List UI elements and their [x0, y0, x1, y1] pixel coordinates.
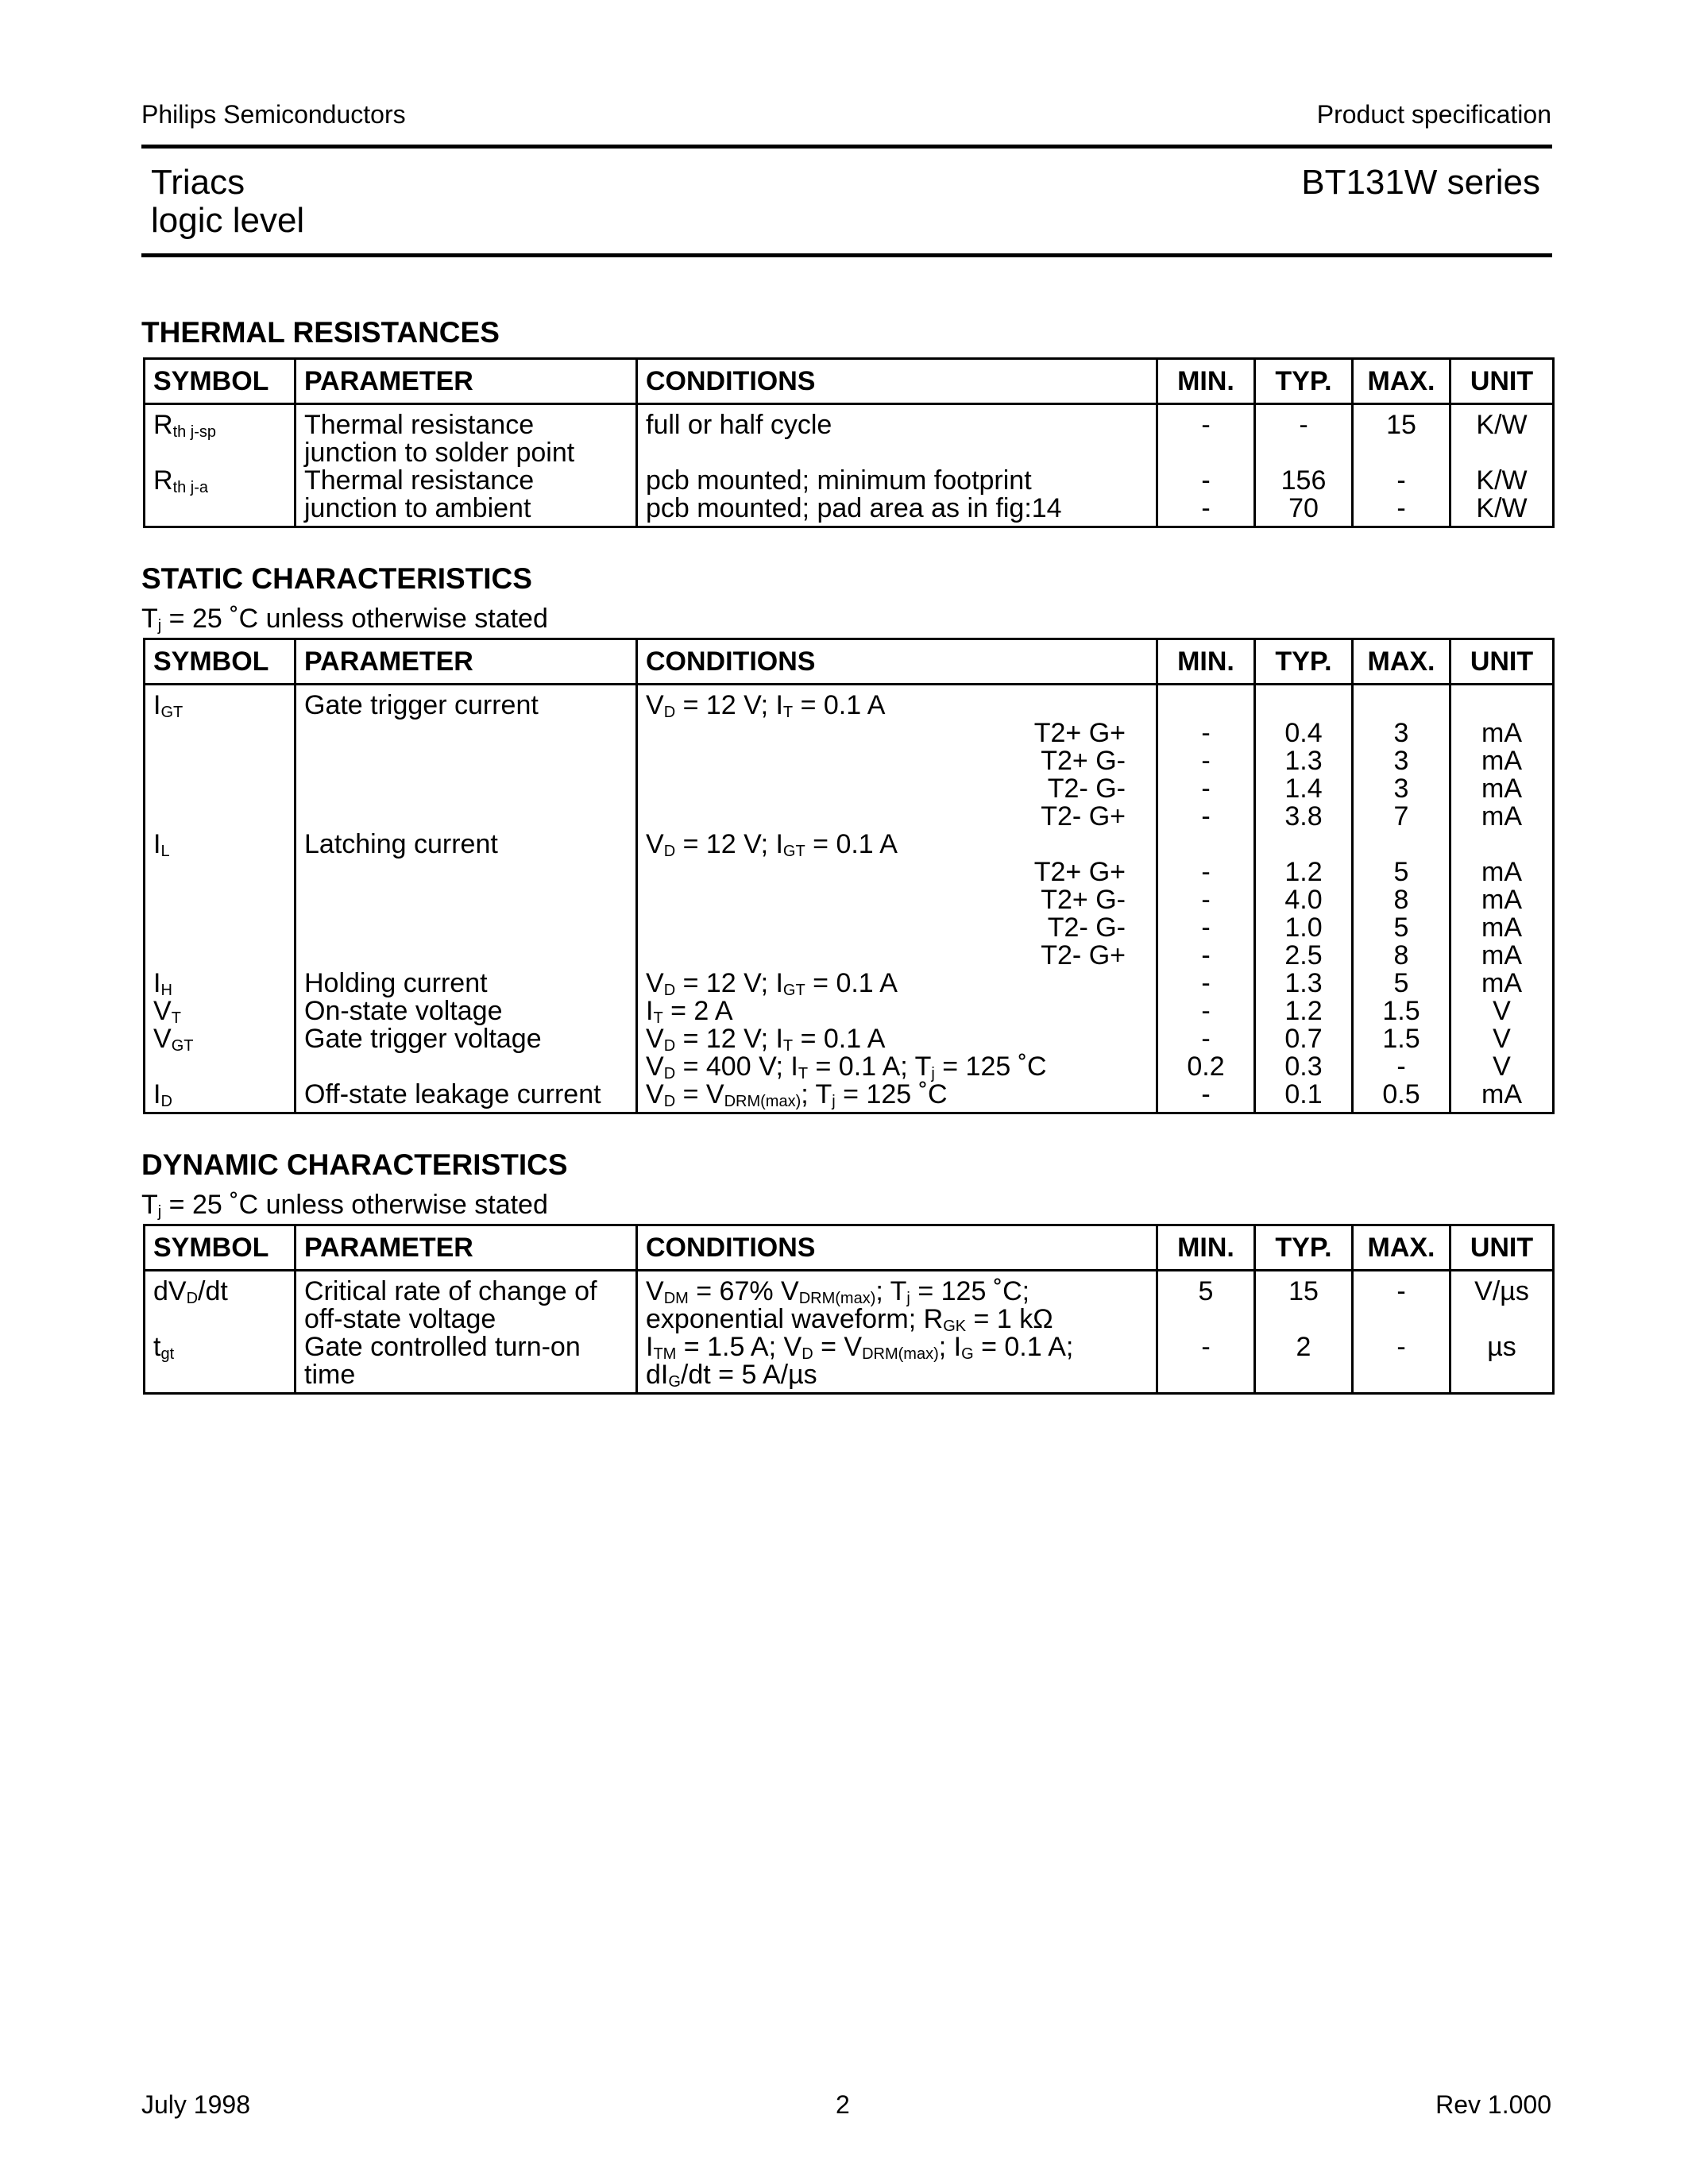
col-parameter: PARAMETER	[295, 1225, 637, 1271]
unit: mA	[1481, 774, 1522, 804]
parameter: Gate trigger current	[304, 690, 539, 720]
max-value: 0.5	[1382, 1079, 1420, 1109]
max-value: -	[1396, 1051, 1406, 1082]
parameter: off-state voltage	[304, 1304, 496, 1334]
symbol-tgt: $t_{gt}$	[153, 1332, 175, 1363]
max-value: 1.5	[1382, 1024, 1420, 1054]
section-title-dynamic: DYNAMIC CHARACTERISTICS	[141, 1148, 568, 1181]
quadrant-label: T2+ G-	[1041, 885, 1126, 915]
min-value: -	[1201, 1024, 1211, 1054]
typ-value: 1.0	[1284, 913, 1323, 943]
col-conditions: CONDITIONS	[637, 359, 1157, 404]
condition: $V_D = 12$ V; $I_{GT} = 0.1$ A	[646, 829, 898, 860]
max-value: 3	[1393, 746, 1409, 776]
condition: $V_D = 400$ V; $I_T = 0.1$ A; $T_j = 125$ ˚C	[646, 1051, 1047, 1082]
min-value: -	[1201, 913, 1211, 943]
condition: $V_D = 12$ V; $I_T = 0.1$ A	[646, 1024, 886, 1055]
header-rule	[141, 145, 1552, 149]
min-value: 0.2	[1187, 1051, 1225, 1082]
col-typ: TYP.	[1255, 639, 1353, 685]
symbol-vgt: $V_{GT}$	[153, 1024, 194, 1055]
parameter: Critical rate of change of	[304, 1276, 597, 1306]
footer-revision: Rev 1.000	[1435, 2090, 1551, 2119]
typ-value: 4.0	[1284, 885, 1323, 915]
unit: mA	[1481, 968, 1522, 998]
section-title-thermal: THERMAL RESISTANCES	[141, 316, 500, 349]
min-value: -	[1201, 718, 1211, 748]
part-number: BT131W series	[1301, 163, 1540, 202]
parameter: Holding current	[304, 968, 488, 998]
typ-value: 0.1	[1284, 1079, 1323, 1109]
typ-value: 0.4	[1284, 718, 1323, 748]
unit: K/W	[1476, 493, 1528, 523]
table-header-row	[145, 1225, 1554, 1271]
quadrant-label: T2- G+	[1041, 940, 1126, 970]
min-value: -	[1201, 493, 1211, 523]
typ-value: 1.3	[1284, 968, 1323, 998]
typ-value: 0.7	[1284, 1024, 1323, 1054]
col-typ: TYP.	[1255, 1225, 1353, 1271]
col-symbol: SYMBOL	[145, 639, 295, 685]
parameter: time	[304, 1360, 356, 1390]
symbol-dvdt: $dV_D/dt$	[153, 1276, 228, 1307]
max-value: -	[1396, 1332, 1406, 1362]
min-value: -	[1201, 996, 1211, 1026]
max-value: 5	[1393, 857, 1409, 887]
quadrant-label: T2- G-	[1047, 913, 1126, 943]
min-value: -	[1201, 465, 1211, 496]
typ-value: 1.2	[1284, 996, 1323, 1026]
col-conditions: CONDITIONS	[637, 1225, 1157, 1271]
unit: mA	[1481, 746, 1522, 776]
unit: V	[1493, 996, 1511, 1026]
col-unit: UNIT	[1450, 359, 1554, 404]
footer-date: July 1998	[141, 2090, 250, 2119]
typ-value: 1.4	[1284, 774, 1323, 804]
symbol-il: $I_L$	[153, 829, 170, 860]
max-value: 3	[1393, 774, 1409, 804]
condition: $I_T = 2$ A	[646, 996, 733, 1027]
quadrant-label: T2+ G-	[1041, 746, 1126, 776]
table-row	[145, 1271, 1554, 1394]
parameter: Off-state leakage current	[304, 1079, 601, 1109]
min-value: -	[1201, 885, 1211, 915]
header-doc-type: Product specification	[1316, 100, 1551, 129]
col-symbol: SYMBOL	[145, 359, 295, 404]
unit: mA	[1481, 913, 1522, 943]
col-max: MAX.	[1353, 359, 1450, 404]
document-title	[151, 164, 304, 240]
max-value: 7	[1393, 801, 1409, 832]
table-header-row	[145, 639, 1554, 685]
col-typ: TYP.	[1255, 359, 1353, 404]
condition: $V_{DM} = 67\%$ $V_{DRM(max)}$; $T_j = 125$ ˚C;	[646, 1276, 1030, 1307]
typ-value: 2.5	[1284, 940, 1323, 970]
col-parameter: PARAMETER	[295, 359, 637, 404]
min-value: -	[1201, 410, 1211, 440]
max-value: 3	[1393, 718, 1409, 748]
condition: pcb mounted; minimum footprint	[646, 465, 1032, 496]
condition: full or half cycle	[646, 410, 832, 440]
unit: mA	[1481, 857, 1522, 887]
col-max: MAX.	[1353, 1225, 1450, 1271]
typ-value: 1.3	[1284, 746, 1323, 776]
footer-page-number: 2	[836, 2090, 850, 2119]
unit: V	[1493, 1024, 1511, 1054]
max-value: -	[1396, 493, 1406, 523]
dynamic-conditions-note: $T_j = 25$ ˚C unless otherwise stated	[141, 1190, 548, 1221]
max-value: 1.5	[1382, 996, 1420, 1026]
max-value: 5	[1393, 913, 1409, 943]
typ-value: 15	[1288, 1276, 1319, 1306]
symbol-vt: $V_T$	[153, 996, 181, 1027]
unit: mA	[1481, 885, 1522, 915]
title-line-1: Triacs	[151, 163, 245, 202]
min-value: -	[1201, 1332, 1211, 1362]
min-value: -	[1201, 857, 1211, 887]
quadrant-label: T2- G-	[1047, 774, 1126, 804]
min-value: -	[1201, 940, 1211, 970]
condition: $V_D = 12$ V; $I_T = 0.1$ A	[646, 690, 886, 721]
min-value: -	[1201, 1079, 1211, 1109]
unit: mA	[1481, 718, 1522, 748]
static-conditions-note: $T_j = 25$ ˚C unless otherwise stated	[141, 604, 548, 635]
table-row	[145, 404, 1554, 527]
typ-value: 0.3	[1284, 1051, 1323, 1082]
max-value: 8	[1393, 940, 1409, 970]
quadrant-label: T2+ G+	[1033, 857, 1126, 887]
symbol: $R_{th j-sp}$	[153, 410, 217, 441]
header-company: Philips Semiconductors	[141, 100, 406, 129]
typ-value: 156	[1280, 465, 1327, 496]
min-value: -	[1201, 968, 1211, 998]
parameter: On-state voltage	[304, 996, 503, 1026]
parameter: junction to solder point	[304, 438, 575, 468]
col-min: MIN.	[1157, 639, 1255, 685]
condition: pcb mounted; pad area as in fig:14	[646, 493, 1062, 523]
symbol-id: $I_D$	[153, 1079, 172, 1110]
col-unit: UNIT	[1450, 639, 1554, 685]
typ-value: 3.8	[1284, 801, 1323, 832]
max-value: 8	[1393, 885, 1409, 915]
condition: $V_D = V_{DRM(max)}$; $T_j = 125$ ˚C	[646, 1079, 948, 1110]
condition: $I_{TM} = 1.5$ A; $V_D = V_{DRM(max)}$; $I_G = 0.1$ A;	[646, 1332, 1074, 1363]
min-value: -	[1201, 746, 1211, 776]
col-conditions: CONDITIONS	[637, 639, 1157, 685]
typ-value: 1.2	[1284, 857, 1323, 887]
condition: $dI_G/dt = 5$ A/µs	[646, 1360, 817, 1391]
col-max: MAX.	[1353, 639, 1450, 685]
max-value: 15	[1386, 410, 1416, 440]
unit: K/W	[1476, 410, 1528, 440]
unit: mA	[1481, 801, 1522, 832]
dynamic-table	[143, 1224, 1555, 1395]
title-line-2: logic level	[151, 201, 305, 240]
condition: exponential waveform; $R_{GK} = 1$ kΩ	[646, 1304, 1053, 1335]
unit: K/W	[1476, 465, 1528, 496]
symbol: $R_{th j-a}$	[153, 465, 209, 496]
max-value: 5	[1393, 968, 1409, 998]
col-unit: UNIT	[1450, 1225, 1554, 1271]
col-parameter: PARAMETER	[295, 639, 637, 685]
parameter: Gate controlled turn-on	[304, 1332, 581, 1362]
parameter: junction to ambient	[304, 493, 531, 523]
static-table	[143, 638, 1555, 1114]
unit: mA	[1481, 1079, 1522, 1109]
unit: V/µs	[1474, 1276, 1529, 1306]
thermal-table	[143, 357, 1555, 528]
typ-value: 2	[1296, 1332, 1311, 1362]
min-value: 5	[1198, 1276, 1214, 1306]
symbol-igt: $I_{GT}$	[153, 690, 183, 721]
typ-value: -	[1299, 410, 1308, 440]
unit: V	[1493, 1051, 1511, 1082]
section-title-static: STATIC CHARACTERISTICS	[141, 562, 532, 595]
typ-value: 70	[1288, 493, 1319, 523]
parameter: Latching current	[304, 829, 498, 859]
table-row	[145, 685, 1554, 1113]
col-symbol: SYMBOL	[145, 1225, 295, 1271]
quadrant-label: T2- G+	[1041, 801, 1126, 832]
col-min: MIN.	[1157, 359, 1255, 404]
unit: mA	[1481, 940, 1522, 970]
symbol-ih: $I_H$	[153, 968, 172, 999]
min-value: -	[1201, 801, 1211, 832]
max-value: -	[1396, 465, 1406, 496]
title-rule	[141, 253, 1552, 257]
parameter: Gate trigger voltage	[304, 1024, 542, 1054]
parameter: Thermal resistance	[304, 465, 535, 496]
parameter: Thermal resistance	[304, 410, 535, 440]
quadrant-label: T2+ G+	[1033, 718, 1126, 748]
col-min: MIN.	[1157, 1225, 1255, 1271]
condition: $V_D = 12$ V; $I_{GT} = 0.1$ A	[646, 968, 898, 999]
unit: µs	[1487, 1332, 1516, 1362]
min-value: -	[1201, 774, 1211, 804]
max-value: -	[1396, 1276, 1406, 1306]
table-header-row	[145, 359, 1554, 404]
